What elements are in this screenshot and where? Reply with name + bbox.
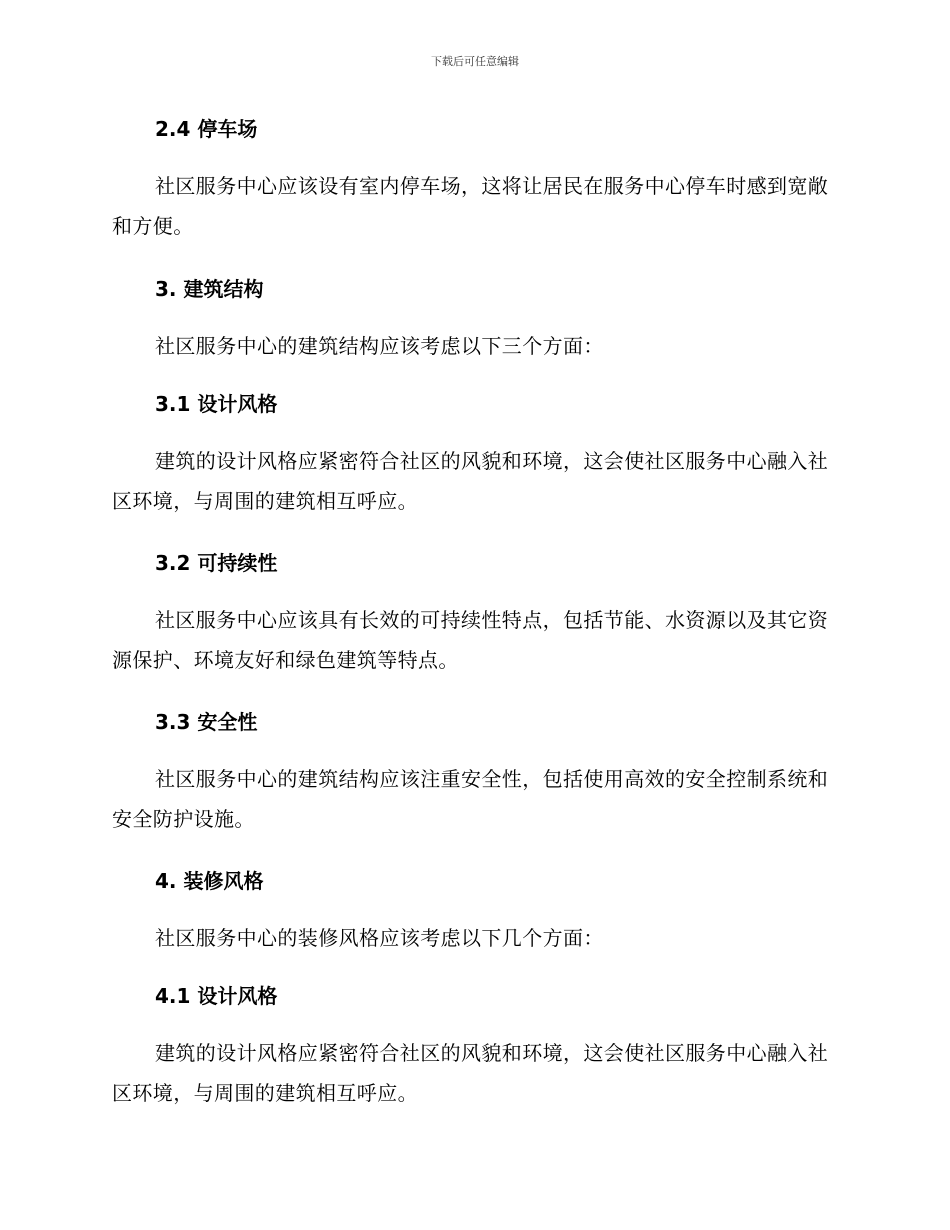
section-heading-3-3: 3.3 安全性	[155, 710, 258, 734]
paragraph-parking: 社区服务中心应该设有室内停车场，这将让居民在服务中心停车时感到宽敞和方便。	[112, 174, 829, 238]
section-heading-3: 3. 建筑结构	[155, 277, 264, 301]
section-heading-3-2: 3.2 可持续性	[155, 551, 278, 575]
paragraph-design-style-2: 建筑的设计风格应紧密符合社区的风貌和环境，这会使社区服务中心融入社区环境，与周围的建筑相互呼应。	[112, 1041, 829, 1105]
section-heading-3-1: 3.1 设计风格	[155, 392, 278, 416]
paragraph-decoration-intro: 社区服务中心的装修风格应该考虑以下几个方面：	[155, 926, 604, 950]
paragraph-design-style-1: 建筑的设计风格应紧密符合社区的风貌和环境，这会使社区服务中心融入社区环境，与周围的建筑相互呼应。	[112, 449, 829, 513]
paragraph-sustainability: 社区服务中心应该具有长效的可持续性特点，包括节能、水资源以及其它资源保护、环境友好和绿色建筑等特点。	[112, 608, 829, 672]
paragraph-structure-intro: 社区服务中心的建筑结构应该考虑以下三个方面：	[155, 334, 604, 358]
section-heading-2-4: 2.4 停车场	[155, 117, 258, 141]
page-header-note: 下载后可任意编辑	[431, 55, 519, 68]
section-heading-4: 4. 装修风格	[155, 869, 264, 893]
paragraph-safety: 社区服务中心的建筑结构应该注重安全性，包括使用高效的安全控制系统和安全防护设施。	[112, 767, 829, 831]
section-heading-4-1: 4.1 设计风格	[155, 984, 278, 1008]
